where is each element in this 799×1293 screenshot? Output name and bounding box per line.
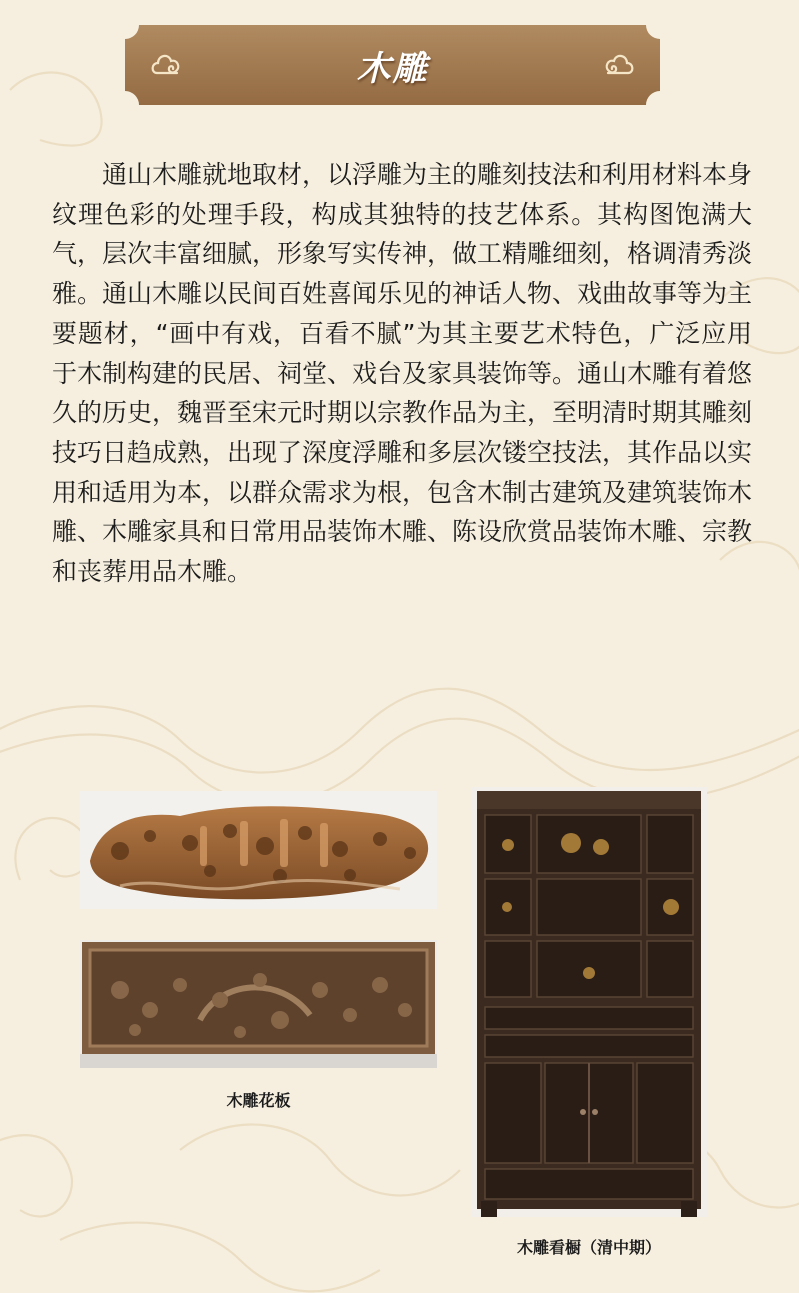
section-title-banner xyxy=(125,25,660,105)
wood-cabinet-photo xyxy=(471,787,707,1217)
section-title: 木雕 xyxy=(356,48,429,89)
article-paragraph: 通山木雕就地取材，以浮雕为主的雕刻技法和利用材料本身纹理色彩的处理手段，构成其独特的技艺体系。其构图饱满大气，层次丰富细腻，形象写实传神，做工精雕细刻，格调清秀淡雅。通山木雕以民间百姓喜闻乐见的神话人物、戏曲故事等为主要题材，“画中有戏，百看不腻”为其主要艺术特色，广泛应用于木制构建的民居、祠堂、戏台及家具装饰等。通山木雕有着悠久的历史，魏晋至宋元时期以宗教作品为主，至明清时期其雕刻技巧日趋成熟，出现了深度浮雕和多层次镂空技法，其作品以实用和适用为本，以群众需求为根，包含木制古建筑及建筑装饰木雕、木雕家具和日常用品装饰木雕、陈设欣赏品装饰木雕、宗教和丧葬用品木雕。 xyxy=(52,160,753,587)
panels-caption: 木雕花板 xyxy=(226,1091,291,1110)
carved-beam-photo xyxy=(80,791,437,909)
carved-panel-photo xyxy=(80,940,437,1068)
cabinet-caption: 木雕看橱（清中期） xyxy=(516,1238,661,1257)
